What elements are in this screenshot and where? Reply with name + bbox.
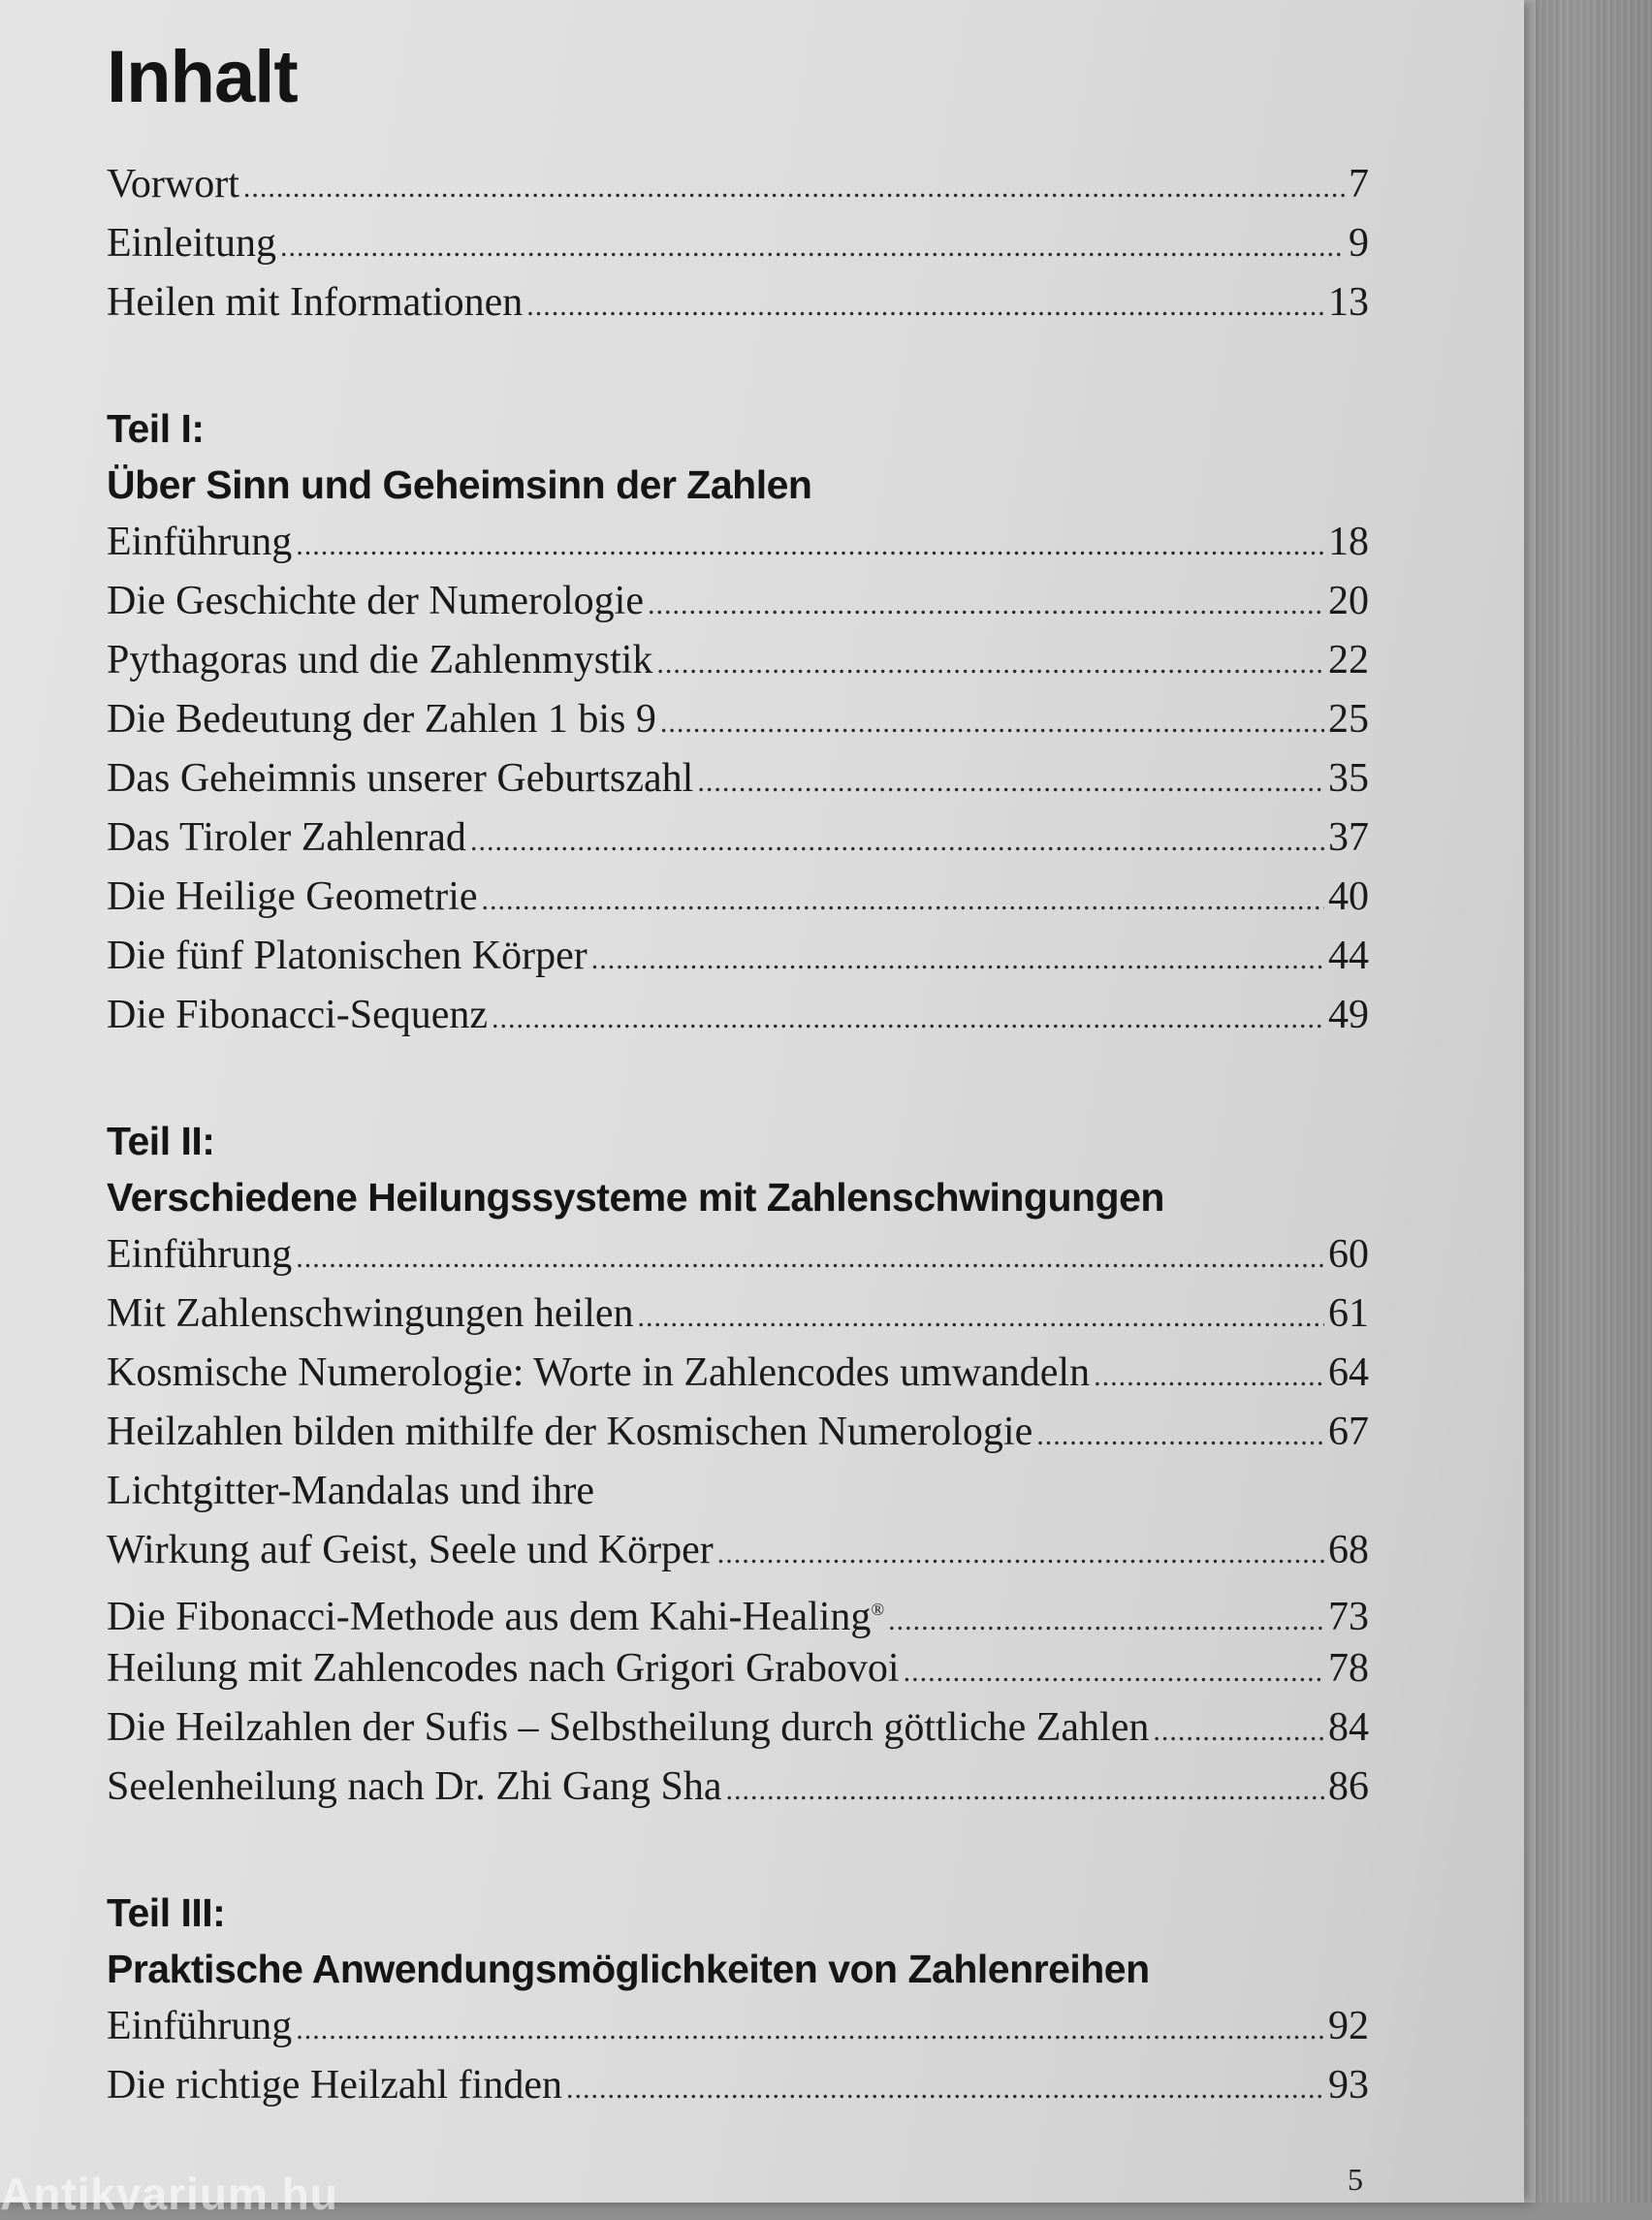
toc-entry-heilen-mit-informationen bbox=[107, 273, 1369, 333]
toc-entry-title: Heilzahlen bilden mithilfe der Kosmischen Numerologie bbox=[107, 1410, 1033, 1454]
leader-dots bbox=[648, 575, 1324, 634]
toc-entry bbox=[107, 809, 1369, 868]
toc-entry-title: Die Fibonacci-Sequenz bbox=[107, 993, 489, 1037]
toc-entry bbox=[107, 1639, 1369, 1698]
leader-dots bbox=[1036, 1406, 1324, 1465]
toc-entry-title: Mit Zahlenschwingungen heilen bbox=[107, 1291, 634, 1336]
toc-entry-page: 40 bbox=[1328, 874, 1369, 919]
toc-entry-vorwort bbox=[107, 155, 1369, 214]
toc-entry bbox=[107, 572, 1369, 631]
leader-dots bbox=[717, 1524, 1324, 1583]
page-edge bbox=[1524, 0, 1536, 2203]
toc-entry-page: 37 bbox=[1328, 815, 1369, 860]
toc-entry-page: 35 bbox=[1328, 756, 1369, 801]
leader-dots bbox=[1094, 1347, 1324, 1406]
section-gap bbox=[107, 333, 1369, 400]
toc-entry-page: 64 bbox=[1328, 1350, 1369, 1395]
toc-entry-title: Kosmische Numerologie: Worte in Zahlencodes umwandeln bbox=[107, 1350, 1091, 1395]
toc-entry bbox=[107, 1997, 1369, 2056]
toc-entry bbox=[107, 690, 1369, 749]
table-of-contents bbox=[107, 155, 1369, 2115]
leader-dots bbox=[296, 516, 1324, 575]
leader-dots bbox=[888, 1591, 1324, 1650]
leader-dots bbox=[638, 1287, 1324, 1347]
toc-entry-page: 22 bbox=[1328, 638, 1369, 682]
toc-entry-page: 61 bbox=[1328, 1291, 1369, 1336]
toc-entry bbox=[107, 927, 1369, 986]
toc-entry-page: 13 bbox=[1328, 280, 1369, 325]
toc-entry-title: Das Geheimnis unserer Geburtszahl bbox=[107, 756, 694, 801]
part-1-label: Teil I: bbox=[107, 406, 205, 451]
toc-entry bbox=[107, 1698, 1369, 1758]
toc-entry-title: Wirkung auf Geist, Seele und Körper bbox=[107, 1528, 714, 1572]
part-2-title: Verschiedene Heilungssysteme mit Zahlenschwingungen bbox=[107, 1175, 1164, 1220]
leader-dots bbox=[904, 1642, 1324, 1701]
toc-entry-title: Heilung mit Zahlencodes nach Grigori Grabovoi bbox=[107, 1646, 900, 1691]
part-1-title: Über Sinn und Geheimsinn der Zahlen bbox=[107, 462, 812, 507]
section-gap bbox=[107, 1045, 1369, 1113]
toc-entry-einleitung bbox=[107, 214, 1369, 273]
leader-dots bbox=[656, 634, 1324, 693]
toc-entry bbox=[107, 749, 1369, 809]
toc-entry-title: Die Bedeutung der Zahlen 1 bis 9 bbox=[107, 697, 656, 742]
leader-dots bbox=[526, 276, 1324, 335]
leader-dots bbox=[482, 871, 1324, 930]
toc-entry-title bbox=[107, 1580, 884, 1647]
toc-entry bbox=[107, 868, 1369, 927]
leader-dots bbox=[470, 811, 1324, 871]
toc-entry bbox=[107, 2056, 1369, 2115]
toc-entry-title: Pythagoras und die Zahlenmystik bbox=[107, 638, 653, 682]
part-2-label: Teil II: bbox=[107, 1119, 215, 1163]
toc-entry-page: 60 bbox=[1328, 1232, 1369, 1277]
toc-entry-page: 7 bbox=[1349, 162, 1369, 206]
registered-mark: ® bbox=[871, 1600, 885, 1619]
part-3-title: Praktische Anwendungsmöglichkeiten von Zahlenreihen bbox=[107, 1947, 1150, 1991]
toc-entry-title: Einleitung bbox=[107, 221, 276, 266]
leader-dots bbox=[660, 693, 1324, 752]
leader-dots bbox=[566, 2059, 1324, 2118]
toc-entry bbox=[107, 1284, 1369, 1344]
toc-entry bbox=[107, 1403, 1369, 1462]
toc-entry-title: Einführung bbox=[107, 2004, 293, 2048]
leader-dots bbox=[1153, 1701, 1324, 1760]
section-gap bbox=[107, 1817, 1369, 1885]
leader-dots bbox=[296, 1228, 1324, 1287]
leader-dots bbox=[296, 2000, 1324, 2059]
toc-entry-page: 78 bbox=[1328, 1646, 1369, 1691]
toc-entry-title: Seelenheilung nach Dr. Zhi Gang Sha bbox=[107, 1764, 722, 1809]
toc-entry bbox=[107, 1225, 1369, 1284]
toc-entry-page: 25 bbox=[1328, 697, 1369, 742]
toc-entry-page: 67 bbox=[1328, 1410, 1369, 1454]
toc-entry-title: Einführung bbox=[107, 520, 293, 564]
leader-dots bbox=[697, 752, 1324, 811]
toc-entry bbox=[107, 1521, 1369, 1580]
toc-entry-page: 86 bbox=[1328, 1764, 1369, 1809]
toc-entry-page: 93 bbox=[1328, 2063, 1369, 2108]
toc-entry bbox=[107, 1758, 1369, 1817]
leader-dots bbox=[243, 158, 1345, 217]
toc-entry-page: 18 bbox=[1328, 520, 1369, 564]
toc-entry-title: Die Geschichte der Numerologie bbox=[107, 579, 644, 623]
toc-entry bbox=[107, 513, 1369, 572]
toc-entry-title: Vorwort bbox=[107, 162, 239, 206]
toc-entry-page: 20 bbox=[1328, 579, 1369, 623]
part-3-label: Teil III: bbox=[107, 1890, 226, 1935]
leader-dots bbox=[492, 989, 1324, 1048]
toc-entry-title-text: Die Fibonacci-Methode aus dem Kahi-Healing bbox=[107, 1595, 872, 1639]
toc-entry-title-line: Lichtgitter-Mandalas und ihre bbox=[107, 1469, 594, 1513]
leader-dots bbox=[726, 1760, 1324, 1820]
leader-dots bbox=[591, 930, 1324, 989]
toc-entry-page: 9 bbox=[1349, 221, 1369, 266]
page-number: 5 bbox=[1348, 2162, 1363, 2197]
page-title: Inhalt bbox=[107, 36, 298, 118]
toc-entry bbox=[107, 1580, 1369, 1639]
toc-entry-title: Heilen mit Informationen bbox=[107, 280, 524, 325]
toc-entry bbox=[107, 1344, 1369, 1403]
toc-entry-page: 92 bbox=[1328, 2004, 1369, 2048]
toc-entry-page: 68 bbox=[1328, 1528, 1369, 1572]
toc-entry-title: Die Heilzahlen der Sufis – Selbstheilung durch göttliche Zahlen bbox=[107, 1705, 1150, 1750]
toc-entry bbox=[107, 631, 1369, 690]
toc-entry-title: Einführung bbox=[107, 1232, 293, 1277]
toc-entry-page: 44 bbox=[1328, 934, 1369, 978]
toc-entry-title: Die richtige Heilzahl finden bbox=[107, 2063, 562, 2108]
toc-entry-page: 49 bbox=[1328, 993, 1369, 1037]
toc-entry-page: 73 bbox=[1328, 1595, 1369, 1639]
leader-dots bbox=[280, 217, 1345, 276]
toc-entry bbox=[107, 986, 1369, 1045]
toc-entry-title: Die fünf Platonischen Körper bbox=[107, 934, 588, 978]
toc-entry-page: 84 bbox=[1328, 1705, 1369, 1750]
watermark: Antikvarium.hu bbox=[0, 2169, 338, 2219]
toc-entry-title: Die Heilige Geometrie bbox=[107, 874, 478, 919]
toc-entry-title: Das Tiroler Zahlenrad bbox=[107, 815, 466, 860]
